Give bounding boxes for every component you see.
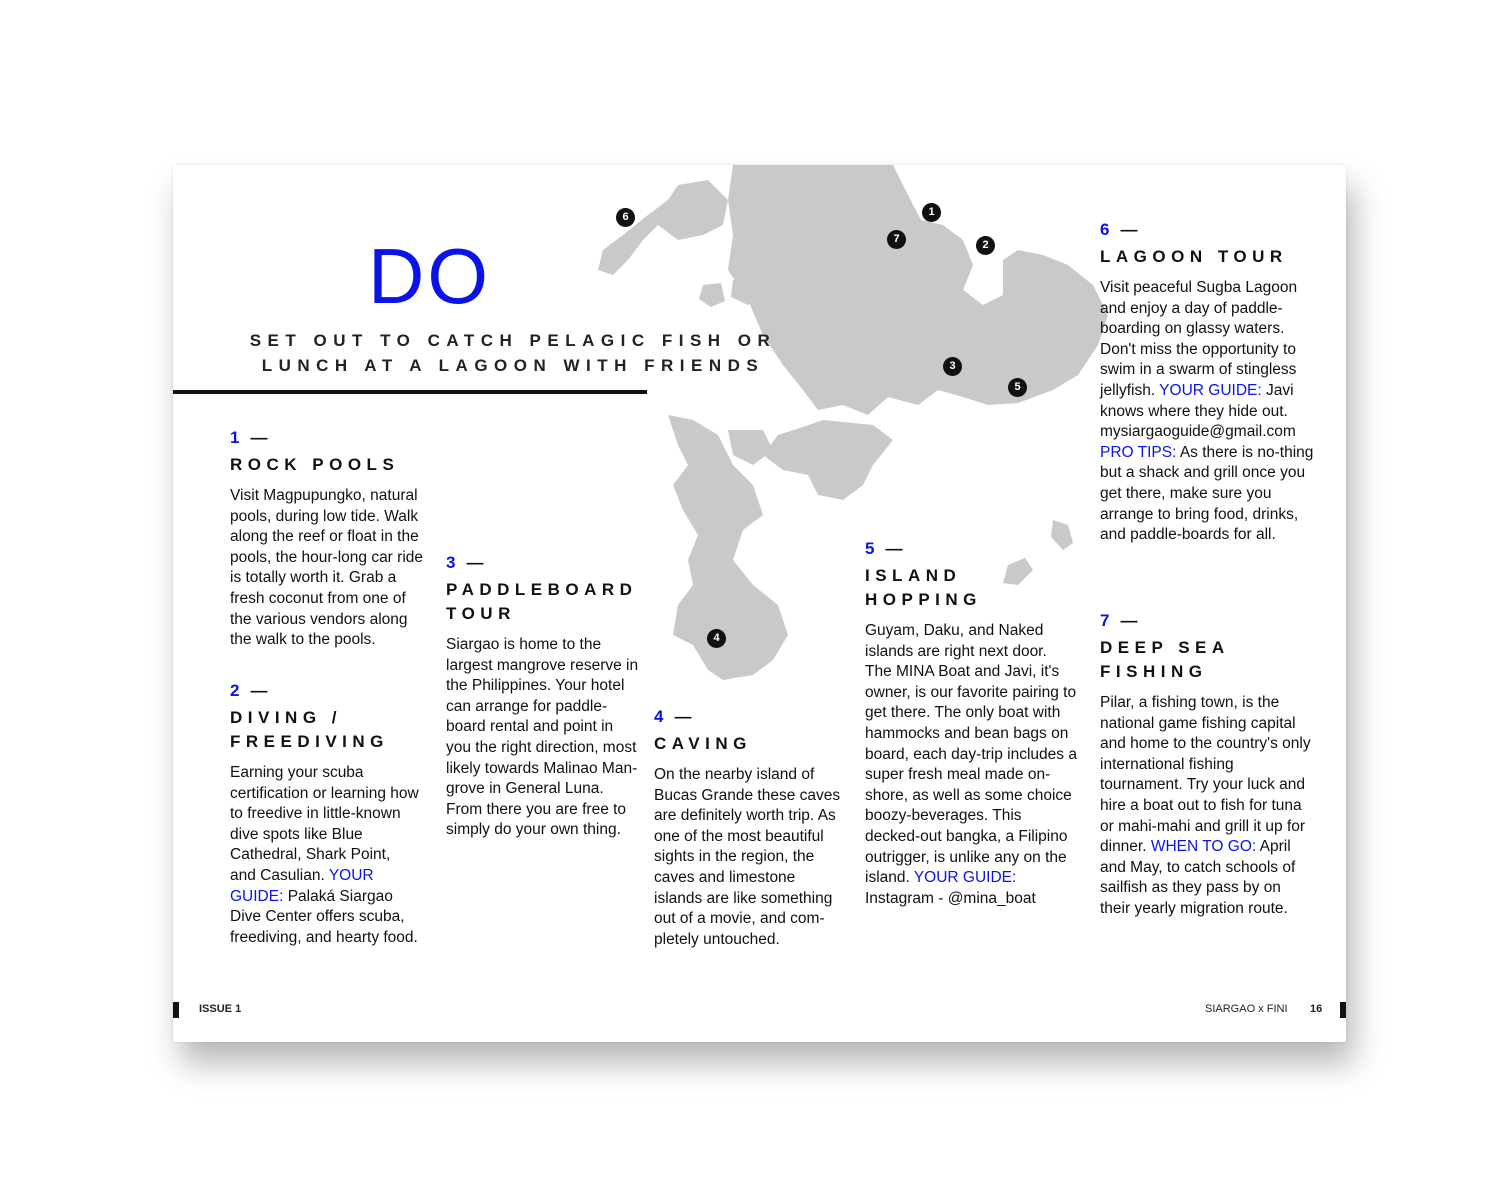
map-land-northwest bbox=[598, 180, 728, 275]
section-number: 1 bbox=[230, 428, 241, 447]
when-label: WHEN TO GO: bbox=[1150, 838, 1257, 856]
section-rock-pools bbox=[230, 428, 430, 651]
section-heading: ISLAND HOPPING bbox=[865, 566, 982, 609]
section-number: 7 bbox=[1100, 611, 1111, 630]
section-body: Visit peaceful Sugba Lagoon and enjoy a day of paddle-boarding on glassy waters. Don't miss the opportunity to swim in a swarm of stingless jellyfish. bbox=[1100, 279, 1298, 399]
map-marker-7: 7 bbox=[887, 230, 906, 249]
section-body: Guyam, Daku, and Naked islands are right next door. The MINA Boat and Javi, it's owner, is our favorite pairing to get there. The only boat with hammocks and bean bags on board, each day-trip includes a super fresh meal made on-shore, as well as some choice boozy-beverages. This decked-out bangka, a Filipino outrigger, is unlike any on the island. bbox=[865, 622, 1077, 887]
footer-issue: ISSUE 1 bbox=[199, 1003, 242, 1015]
section-deep-sea-fishing bbox=[1100, 611, 1315, 920]
section-number: 4 bbox=[654, 707, 665, 726]
section-dash: — bbox=[885, 539, 904, 558]
section-body: Visit Magpupungko, natural pools, during low tide. Walk along the reef or float in the pools, the hour-long car ride is totally worth it. Grab a fresh coconut from one of the various vendors along the walk to the pools. bbox=[230, 487, 424, 649]
map-marker-1: 1 bbox=[922, 203, 941, 222]
tips-label: PRO TIPS: bbox=[1100, 443, 1177, 461]
map-land-nw-islet-2 bbox=[699, 283, 725, 307]
section-body: On the nearby island of Bucas Grande these caves are definitely worth trip. As one of the most beautiful sights in the region, the caves and limestone islands are like something out of a movie, and com-pletely untouched. bbox=[654, 766, 841, 948]
section-paddleboard bbox=[446, 553, 641, 841]
section-lagoon-tour bbox=[1100, 220, 1320, 546]
section-diving bbox=[230, 681, 420, 948]
section-heading: CAVING bbox=[654, 734, 752, 753]
section-heading: DEEP SEA FISHING bbox=[1100, 638, 1230, 681]
section-number: 5 bbox=[865, 539, 876, 558]
guide-label: YOUR GUIDE: bbox=[230, 866, 374, 905]
map-marker-3: 3 bbox=[943, 357, 962, 376]
title-divider bbox=[173, 390, 647, 394]
footer-brand: SIARGAO x FINI bbox=[1205, 1003, 1288, 1015]
section-body: Siargao is home to the largest mangrove reserve in the Philippines. Your hotel can arrange for paddle-board rental and point in you the right direction, most likely towards Malinao Man-grove in General Luna. From there you are free to simply do your own thing. bbox=[446, 636, 639, 839]
section-dash: — bbox=[250, 681, 269, 700]
map-marker-4: 4 bbox=[707, 629, 726, 648]
map-land-central-west bbox=[728, 430, 773, 465]
magazine-page bbox=[173, 165, 1346, 1042]
section-number: 6 bbox=[1100, 220, 1111, 239]
section-island-hopping bbox=[865, 539, 1077, 909]
section-dash: — bbox=[1120, 611, 1139, 630]
section-caving bbox=[654, 707, 844, 950]
map-marker-5: 5 bbox=[1008, 378, 1027, 397]
page-subtitle: SET OUT TO CATCH PELAGIC FISH OR LUNCH AT A LAGOON WITH FRIENDS bbox=[249, 331, 777, 375]
section-heading: PADDLEBOARD TOUR bbox=[446, 580, 638, 623]
footer-page-number: 16 bbox=[1310, 1003, 1323, 1015]
map-marker-6: 6 bbox=[616, 208, 635, 227]
section-number: 3 bbox=[446, 553, 457, 572]
tips-text: As there is no-thing but a shack and grill once you get there, make sure you arrange to bring food, drinks, and paddle-boards for all. bbox=[1100, 443, 1314, 544]
guide-text: Instagram - @mina_boat bbox=[865, 889, 1036, 907]
map-marker-2: 2 bbox=[976, 236, 995, 255]
footer-bar-right bbox=[1340, 1002, 1346, 1018]
section-body: Pilar, a fishing town, is the national game fishing capital and home to the country's only international fishing tournament. Try your luck and hire a boat out to fish for tuna or mahi-mahi and grill it up for dinner. bbox=[1100, 694, 1311, 856]
section-heading: ROCK POOLS bbox=[230, 455, 400, 474]
section-heading: DIVING / FREEDIVING bbox=[230, 708, 389, 751]
page-title: DO bbox=[368, 232, 491, 320]
when-text: April and May, to catch schools of sailfish as they pass by on their yearly migration route. bbox=[1100, 838, 1296, 917]
section-dash: — bbox=[466, 553, 485, 572]
guide-label: YOUR GUIDE: bbox=[1159, 381, 1262, 399]
guide-text: Palaká Siargao Dive Center offers scuba, freediving, and hearty food. bbox=[230, 887, 418, 946]
section-dash: — bbox=[674, 707, 693, 726]
guide-text: Javi knows where they hide out. mysiargaoguide@gmail.com bbox=[1100, 381, 1296, 441]
section-heading: LAGOON TOUR bbox=[1100, 247, 1288, 266]
section-body: Earning your scuba certification or learning how to freedive in little-known dive spots like Blue Cathedral, Shark Point, and Casulian. bbox=[230, 764, 419, 884]
section-dash: — bbox=[1120, 220, 1139, 239]
map-land-central bbox=[763, 420, 893, 500]
section-number: 2 bbox=[230, 681, 241, 700]
section-dash: — bbox=[250, 428, 269, 447]
footer-bar-left bbox=[173, 1002, 179, 1018]
guide-label: YOUR GUIDE: bbox=[913, 869, 1017, 887]
